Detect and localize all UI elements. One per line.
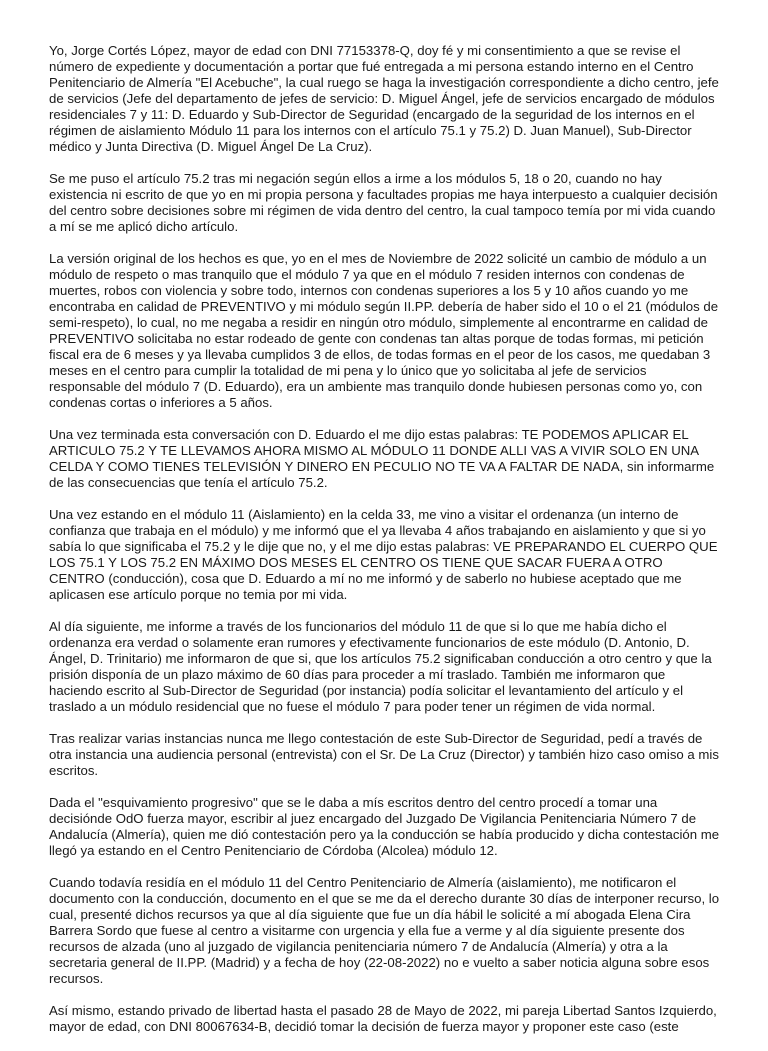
paragraph-9: Cuando todavía residía en el módulo 11 del Centro Penitenciario de Almería (aislamiento), me notificaron el documento con la conducción, documento en el que se me da el derecho durante 30 días de interponer recurso, lo cual, presenté dichos recursos ya que al día siguiente que fue un día hábil le solicité a mí abogada Elena Cira Barrera Sordo que fuese al centro a visitarme con urgencia y ella fue a verme y al día siguiente presente dos recursos de alzada (uno al juzgado de vigilancia penitenciaria número 7 de Andalucía (Almería) y otra a la secretaria general de II.PP. (Madrid) y a fecha de hoy (22-08-2022) no e vuelto a saber noticia alguna sobre esos recursos. [49,875,720,986]
paragraph-5: Una vez estando en el módulo 11 (Aislamiento) en la celda 33, me vino a visitar el ordenanza (un interno de confianza que trabaja en el módulo) y me informó que el ya llevaba 4 años trabajando en aislamiento y que si yo sabía lo que significaba el 75.2 y le dije que no, y el me dijo estas palabras: VE PREPARANDO EL CUERPO QUE LOS 75.1 Y LOS 75.2 EN MÁXIMO DOS MESES EL CENTRO OS TIENE QUE SACAR FUERA A OTRO CENTRO (conducción), cosa que D. Eduardo a mí no me informó y de saberlo no hubiese aceptado que me aplicasen ese artículo porque no temia por mi vida. [49,507,718,602]
paragraph-1: Yo, Jorge Cortés López, mayor de edad con DNI 77153378-Q, doy fé y mi consentimiento a que se revise el número de expediente y documentación a portar que fué entregada a mi persona estando interno en el Centro Penitenciario de Almería "El Acebuche", la cual ruego se haga la investigación correspondiente a dicho centro, jefe de servicios (Jefe del departamento de jefes de servicio: D. Miguel Ángel, jefe de servicios encargado de módulos residenciales 7 y 11: D. Eduardo y Sub-Director de Seguridad (encargado de la seguridad de los internos en el régimen de aislamiento Módulo 11 para los internos con el artículo 75.1 y 75.2) D. Juan Manuel), Sub-Director médico y Junta Directiva (D. Miguel Ángel De La Cruz). [49,43,719,154]
document-body [49,43,721,1051]
paragraph-7: Tras realizar varias instancias nunca me llego contestación de este Sub-Director de Seguridad, pedí a través de otra instancia una audiencia personal (entrevista) con el Sr. De La Cruz (Director) y también hizo caso omiso a mis escritos. [49,731,719,778]
paragraph-10: Así mismo, estando privado de libertad hasta el pasado 28 de Mayo de 2022, mi pareja Libertad Santos Izquierdo, mayor de edad, con DNI 80067634-B, decidió tomar la decisión de fuerza mayor y proponer este caso (este [49,1003,717,1034]
paragraph-8: Dada el "esquivamiento progresivo" que se le daba a mís escritos dentro del centro procedí a tomar una decisiónde OdO fuerza mayor, escribir al juez encargado del Juzgado De Vigilancia Penitenciaria Número 7 de Andalucía (Almería), quien me dió contestación pero ya la conducción se había producido y dicha contestación me llegó ya estando en el Centro Penitenciario de Córdoba (Alcolea) módulo 12. [49,795,720,858]
paragraph-6: Al día siguiente, me informe a través de los funcionarios del módulo 11 de que si lo que me había dicho el ordenanza era verdad o solamente eran rumores y efectivamente funcionarios de este módulo (D. Antonio, D. Ángel, D. Trinitario) me informaron de que si, que los artículos 75.2 significaban conducción a otro centro y que la prisión disponía de un plazo máximo de 60 días para proceder a mí traslado. También me informaron que haciendo escrito al Sub-Director de Seguridad (por instancia) podía solicitar el levantamiento del artículo y el traslado a un módulo residencial que no fuese el módulo 7 para poder tener un régimen de vida normal. [49,619,712,714]
paragraph-4: Una vez terminada esta conversación con D. Eduardo el me dijo estas palabras: TE PODEMOS APLICAR EL ARTICULO 75.2 Y TE LLEVAMOS AHORA MISMO AL MÓDULO 11 DONDE ALLI VAS A VIVIR SOLO EN UNA CELDA Y COMO TIENES TELEVISIÓN Y DINERO EN PECULIO NO TE VA A FALTAR DE NADA, sin informarme de las consecuencias que tenía el artículo 75.2. [49,427,715,490]
paragraph-2: Se me puso el artículo 75.2 tras mi negación según ellos a irme a los módulos 5, 18 o 20, cuando no hay existencia ni escrito de que yo en mi propia persona y facultades propias me haya interpuesto a cualquier decisión del centro sobre decisiones sobre mi régimen de vida dentro del centro, la cual tampoco temía por mi vida cuando a mí se me aplicó dicho artículo. [49,171,718,234]
paragraph-3: La versión original de los hechos es que, yo en el mes de Noviembre de 2022 solicité un cambio de módulo a un módulo de respeto o mas tranquilo que el módulo 7 ya que en el módulo 7 residen internos con condenas de muertes, robos con violencia y sobre todo, internos con condenas superiores a los 5 y 10 años cuando yo me encontraba en calidad de PREVENTIVO y mi módulo según II.PP. debería de haber sido el 10 o el 21 (módulos de semi-respeto), lo cual, no me negaba a residir en ningún otro módulo, simplemente al encontrarme en calidad de PREVENTIVO solicitaba no estar rodeado de gente con condenas tan altas porque de todas formas, mi petición fiscal era de 6 meses y ya llevaba cumplidos 3 de ellos, de todas formas en el peor de los casos, me quedaban 3 meses en el centro para cumplir la totalidad de mi pena y lo único que yo solicitaba al jefe de servicios responsable del módulo 7 (D. Eduardo), era un ambiente mas tranquilo donde hubiesen personas como yo, con condenas cortas o inferiores a 5 años. [49,251,719,410]
